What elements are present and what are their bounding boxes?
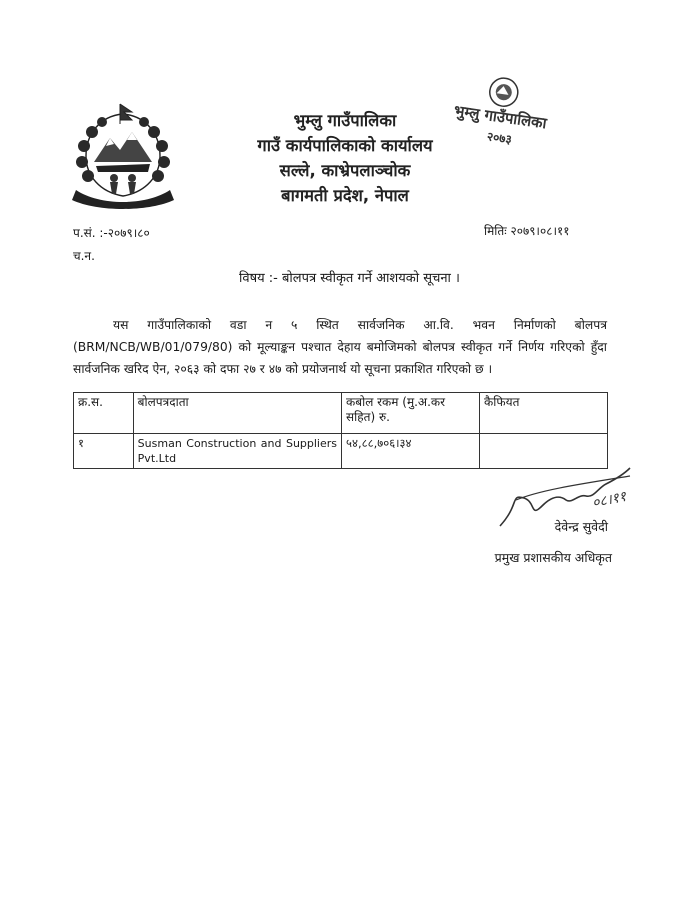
svg-text:२०७३: २०७३: [486, 129, 513, 147]
subject-line: विषय :- बोलपत्र स्वीकृत गर्ने आशयको सूचना ।: [239, 271, 460, 286]
cell-bidder: Susman Construction and Suppliers Pvt.Ltd: [133, 434, 341, 469]
notice-body-text: यस गाउँपालिकाको वडा न ५ स्थित सार्वजनिक आ.वि. भवन निर्माणको बोलपत्र (BRM/NCB/WB/01/079/80) को मूल्याङ्कन पश्चात देहाय बमोजिमको बोलपत्र स्वीकृत गर्ने निर्णय गरिएको हुँदा सार्वजनिक खरिद ऐन, २०६३ को दफा २७ र ४७ को प्रयोजनार्थ यो सूचना प्रकाशित गरिएको छ ।: [73, 318, 607, 376]
nepal-emblem-logo: [70, 102, 176, 210]
cell-serial: १: [74, 434, 134, 469]
cell-amount: ५४,८८,७०६।३४: [342, 434, 480, 469]
letter-date: मितिः २०७९।०८।११: [484, 224, 570, 238]
official-stamp: [446, 70, 556, 154]
province-country: बागमती प्रदेश, नेपाल: [281, 186, 409, 205]
municipality-name: भुम्लु गाउँपालिका: [293, 111, 397, 130]
office-name: गाउँ कार्यपालिकाको कार्यालय: [257, 136, 433, 155]
header-remarks: कैफियत: [480, 393, 608, 434]
header-serial: क्र.स.: [74, 393, 134, 434]
svg-text:०८।११: ०८।११: [590, 488, 628, 512]
svg-text:भुम्लु गाउँपालिका: भुम्लु गाउँपालिका: [452, 101, 548, 133]
signatory-title: प्रमुख प्रशासकीय अधिकृत: [494, 550, 612, 565]
header-amount: कबोल रकम (मु.अ.कर सहित) रु.: [342, 393, 480, 434]
reference-number: प.सं. :-२०७९।८०: [73, 226, 150, 240]
signatory-name: देवेन्द्र सुवेदी: [554, 519, 608, 534]
office-location: सल्ले, काभ्रेपलाञ्चोक: [279, 161, 411, 180]
notice-body: [73, 314, 607, 380]
dispatch-number: च.न.: [73, 249, 95, 263]
header-bidder: बोलपत्रदाता: [133, 393, 341, 434]
table-header-row: [74, 393, 608, 434]
